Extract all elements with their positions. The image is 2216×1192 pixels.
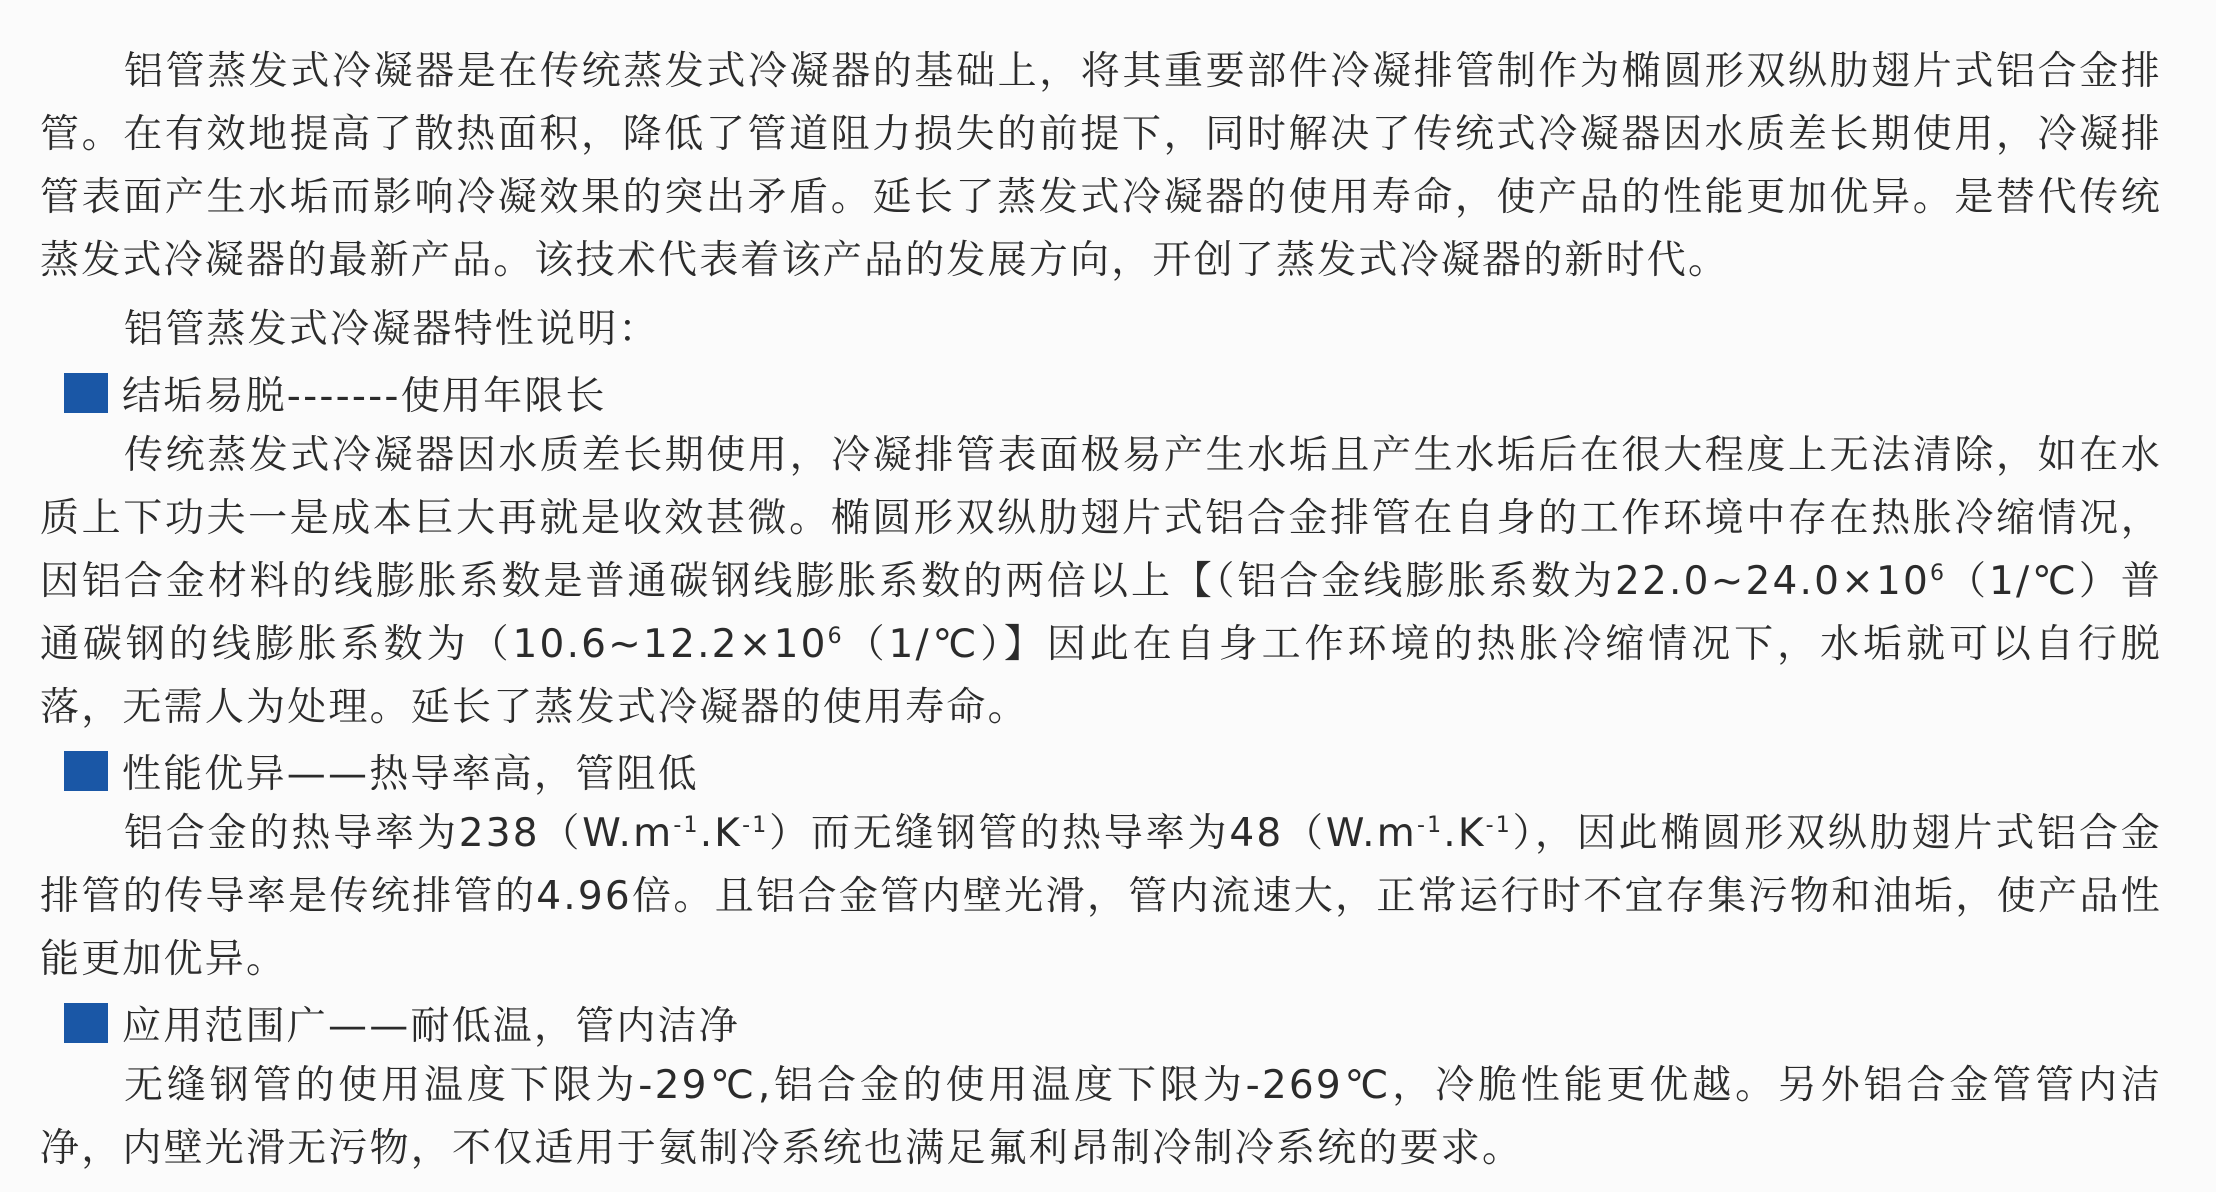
feature-title-text: 性能优异——热导率高，管阻低	[122, 751, 699, 797]
feature-body-performance: 铝合金的热导率为$238(W.m^{-1}.K^{-1})$而无缝钢管的热导率为$48(W.m^{-1}.K^{-1})$，因此椭圆形双纵肋翅片式铝合金排管的传导率是传统排管的4.96倍。且铝合金管内壁光滑，管内流速大，正常运行时不宜存集污物和油垢，使产品性能更加优异。	[40, 811, 2162, 982]
superscript: 6	[827, 624, 844, 649]
feature-title-scale-removal	[64, 361, 2162, 424]
superscript: -1	[1416, 813, 1444, 838]
feature-title-performance	[64, 739, 2162, 802]
feature-body-scale-removal: 传统蒸发式冷凝器因水质差长期使用，冷凝排管表面极易产生水垢且产生水垢后在很大程度上无法清除，如在水质上下功夫一是成本巨大再就是收效甚微。椭圆形双纵肋翅片式铝合金排管在自身的工作环境中存在热胀冷缩情况，因铝合金材料的线膨胀系数是普通碳钢线膨胀系数的两倍以上【（铝合金线膨胀系数为$22.0\sim 24.0\times 10^6(1/℃)$普通碳钢的线膨胀系数为（$10.6\sim 12.2\times 10^6(1/℃)$】因此在自身工作环境的热胀冷缩情况下，水垢就可以自行脱落，无需人为处理。延长了蒸发式冷凝器的使用寿命。	[40, 433, 2163, 730]
feature-title-text: 应用范围广——耐低温，管内洁净	[122, 1003, 741, 1049]
features-heading: 铝管蒸发式冷凝器特性说明：	[124, 307, 660, 352]
feature-title-text: 结垢易脱-------使用年限长	[122, 373, 607, 419]
feature-body-application: 无缝钢管的使用温度下限为-29℃,铝合金的使用温度下限为-269℃，冷脆性能更优越。另外铝合金管管内洁净，内壁光滑无污物，不仅适用于氨制冷系统也满足氟利昂制冷制冷系统的要求。	[40, 1063, 2162, 1171]
superscript: -1	[1485, 813, 1512, 838]
superscript: -1	[673, 813, 700, 838]
blue-square-bullet-icon	[64, 1003, 108, 1043]
feature-title-application	[64, 991, 2162, 1054]
intro-paragraph: 铝管蒸发式冷凝器是在传统蒸发式冷凝器的基础上，将其重要部件冷凝排管制作为椭圆形双纵肋翅片式铝合金排管。在有效地提高了散热面积，降低了管道阻力损失的前提下，同时解决了传统式冷凝器因水质差长期使用，冷凝排管表面产生水垢而影响冷凝效果的突出矛盾。延长了蒸发式冷凝器的使用寿命，使产品的性能更加优异。是替代传统蒸发式冷凝器的最新产品。该技术代表着该产品的发展方向，开创了蒸发式冷凝器的新时代。	[40, 49, 2162, 283]
superscript: 6	[1930, 561, 1947, 586]
blue-square-bullet-icon	[64, 373, 108, 413]
superscript: -1	[742, 813, 769, 838]
blue-square-bullet-icon	[64, 751, 108, 791]
